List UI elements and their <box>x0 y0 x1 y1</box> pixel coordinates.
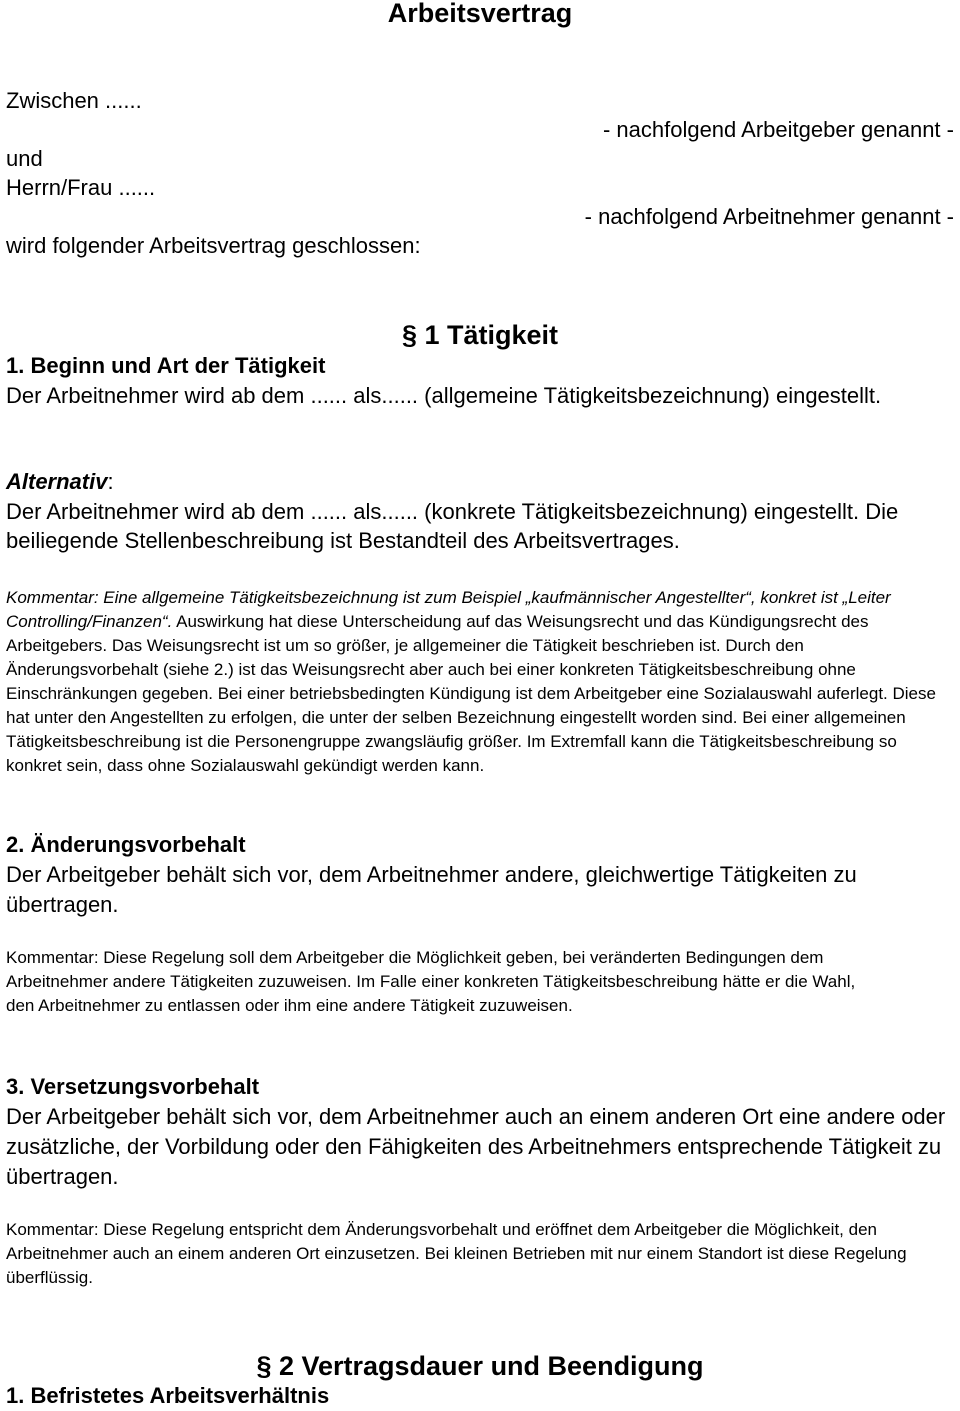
parties-employee: Herrn/Frau ...... <box>6 175 156 200</box>
comment-1-italic: Kommentar: Eine allgemeine Tätigkeitsbezeichnung ist zum Beispiel „kaufmännischer Angestellter“, konkret ist „Leiter Controlling/Finanzen“. <box>6 588 891 631</box>
section-1-sub-3-text: Der Arbeitgeber behält sich vor, dem Arbeitnehmer auch an einem anderen Ort eine andere oder zusätzliche, der Vorbildung oder den Fähigkeiten des Arbeitnehmers entsprechende Tätigkeit zu übertragen. <box>6 1104 946 1189</box>
section-1-sub-2-text: Der Arbeitgeber behält sich vor, dem Arbeitnehmer andere, gleichwertige Tätigkeiten zu übertragen. <box>6 862 857 917</box>
comment-2: Kommentar: Diese Regelung soll dem Arbeitgeber die Möglichkeit geben, bei veränderten Bedingungen dem Arbeitnehmer andere Tätigkeiten zuzuweisen. Im Falle einer konkreten Tätigkeitsbeschreibung hätte er die Wahl, den Arbeitnehmer zu entlassen oder ihm eine andere Tätigkeit zuzuweisen. <box>6 948 856 1015</box>
parties-and: und <box>6 146 43 171</box>
section-1-sub-1-text-general: Der Arbeitnehmer wird ab dem ...... als...... (allgemeine Tätigkeitsbezeichnung) eingestellt. <box>6 383 882 408</box>
alternative-colon: : <box>107 469 114 494</box>
alternative-label <box>6 468 114 496</box>
section-1-sub-1-heading: 1. Beginn und Art der Tätigkeit <box>6 353 326 378</box>
specific-text-part-1: Der Arbeitnehmer wird ab dem ...... als...... (konkrete Tätigkeitsbezeichnung) eingestellt. <box>6 499 860 524</box>
employee-note: - nachfolgend Arbeitnehmer genannt - <box>584 204 954 229</box>
section-1-sub-2-heading: 2. Änderungsvorbehalt <box>6 832 246 857</box>
parties-between: Zwischen ...... <box>6 88 142 113</box>
comment-1 <box>6 586 956 778</box>
section-2-sub-1-heading: 1. Befristetes Arbeitsverhältnis <box>6 1383 330 1408</box>
employer-note: - nachfolgend Arbeitgeber genannt - <box>602 117 954 142</box>
specific-text-part-2: Die beiliegende Stellenbeschreibung ist Bestandteil des Arbeitsvertrages. <box>6 499 899 553</box>
contract-concluded: wird folgender Arbeitsvertrag geschlossen: <box>6 233 421 258</box>
section-1-heading: § 1 Tätigkeit <box>401 320 559 350</box>
comment-3: Kommentar: Diese Regelung entspricht dem Änderungsvorbehalt und eröffnet dem Arbeitgeber die Möglichkeit, den Arbeitnehmer auch an einem anderen Ort einzusetzen. Bei kleinen Betrieben mit nur einem Standort ist diese Regelung überflüssig. <box>6 1220 907 1287</box>
comment-1-regular: Auswirkung hat diese Unterscheidung auf das Weisungsrecht und das Kündigungsrecht des Arbeitgebers. Das Weisungsrecht ist um so größer, je allgemeiner die Tätigkeit beschrieben ist. Durch den Änderungsvorbehalt (siehe 2.) ist das Weisungsrecht aber auch bei einer konkreten Tätigkeitsbeschreibung ohne Einschränkungen gegeben. Bei einer betriebsbedingten Kündigung ist dem Arbeitgeber eine Sozialauswahl auferlegt. Diese hat unter den Angestellten zu erfolgen, die unter der selben Bezeichnung eingestellt worden sind. Bei einer allgemeinen Tätigkeitsbeschreibung ist die Personengruppe zwangsläufig größer. Im Extremfall kann die Tätigkeitsbeschreibung so konkret sein, dass ohne Sozialauswahl gekündigt werden kann. <box>6 612 936 775</box>
document-title: Arbeitsvertrag <box>387 0 573 28</box>
section-2-heading: § 2 Vertragsdauer und Beendigung <box>256 1351 704 1381</box>
section-1-sub-3-heading: 3. Versetzungsvorbehalt <box>6 1074 260 1099</box>
section-1-sub-1-text-specific <box>6 497 956 555</box>
alternative-word: Alternativ <box>6 469 108 494</box>
